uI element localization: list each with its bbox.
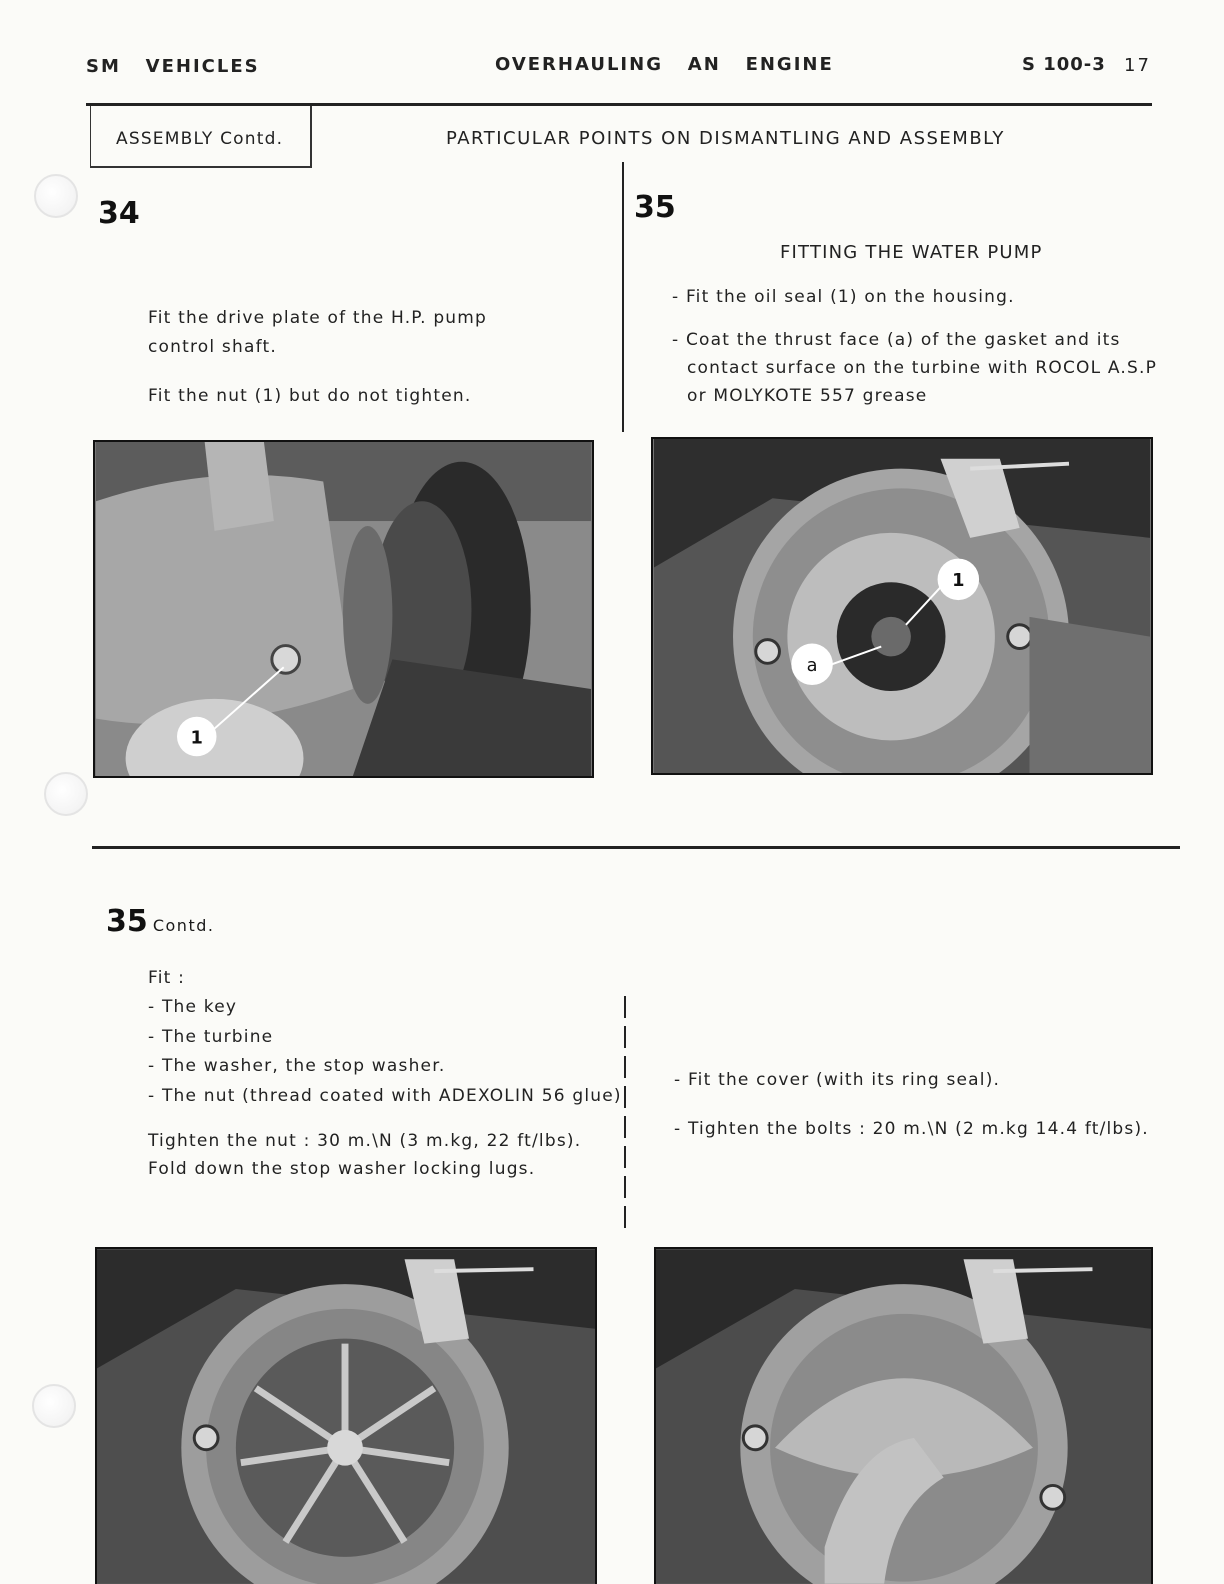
step-35-contd-right-item-2: - Tighten the bolts : 20 m.\N (2 m.kg 14.4 ft/lbs). [674,1119,1149,1139]
step-35-contd-list [148,993,622,1111]
column-divider-lower [624,996,626,1236]
step-35-item-2-line-1: - Coat the thrust face (a) of the gasket and its [672,330,1121,350]
step-35-number: 35 [634,190,676,225]
step-35-contd-heading [106,904,214,939]
step-34-text [148,304,487,362]
column-divider-upper [622,162,624,432]
list-item: - The washer, the stop washer. [148,1056,446,1076]
photo-cover-fitted [654,1247,1153,1584]
photo-35-callout-1: 1 [952,570,965,592]
list-item: - The key [148,997,238,1017]
step-34-instruction: Fit the nut (1) but do not tighten. [148,386,472,406]
step-35-contd-number: 35 [106,904,148,939]
binder-hole-top [34,174,78,218]
step-35-contd-tighten: Tighten the nut : 30 m.\N (3 m.kg, 22 ft/lbs). [148,1131,582,1151]
photo-hp-pump-drive-plate [93,440,594,778]
step-34-number: 34 [98,196,140,231]
step-34-line-1: Fit the drive plate of the H.P. pump [148,308,488,328]
step-35-item-2-line-3: or MOLYKOTE 557 grease [687,386,928,406]
step-35-item-2 [672,326,1157,410]
photo-turbine-fitted-image [97,1249,595,1584]
photo-turbine-fitted [95,1247,597,1584]
step-34-line-2: control shaft. [148,337,277,357]
photo-water-pump-oil-seal-image [653,439,1151,773]
step-35-contd-suffix: Contd. [152,916,215,935]
step-35-contd-right-item-1: - Fit the cover (with its ring seal). [674,1070,1001,1090]
step-35-item-1: - Fit the oil seal (1) on the housing. [672,287,1015,307]
section-box-label: ASSEMBLY Contd. [116,129,284,149]
step-35-contd-fit-label: Fit : [148,968,186,988]
header-center: OVERHAULING AN ENGINE [495,54,834,75]
list-item: - The nut (thread coated with ADEXOLIN 56 glue) [148,1085,622,1106]
photo-hp-pump-drive-plate-image [95,442,592,776]
section-title: PARTICULAR POINTS ON DISMANTLING AND ASSEMBLY [446,128,1005,149]
header-ref: S 100-3 [1022,54,1106,75]
step-35-item-2-line-2: contact surface on the turbine with ROCOL A.S.P [687,358,1158,378]
list-item: - The turbine [148,1026,274,1047]
section-separator [92,846,1180,849]
header-page-number: 17 [1124,55,1151,76]
photo-34-callout: 1 [190,727,203,749]
step-35-contd-fold: Fold down the stop washer locking lugs. [148,1159,536,1179]
photo-water-pump-oil-seal [651,437,1153,775]
header-left: SM VEHICLES [86,56,260,77]
photo-cover-fitted-image [656,1249,1151,1584]
binder-hole-bottom [32,1384,76,1428]
photo-35-callout-a: a [806,655,818,677]
binder-hole-middle [44,772,88,816]
step-35-title: FITTING THE WATER PUMP [780,242,1043,263]
